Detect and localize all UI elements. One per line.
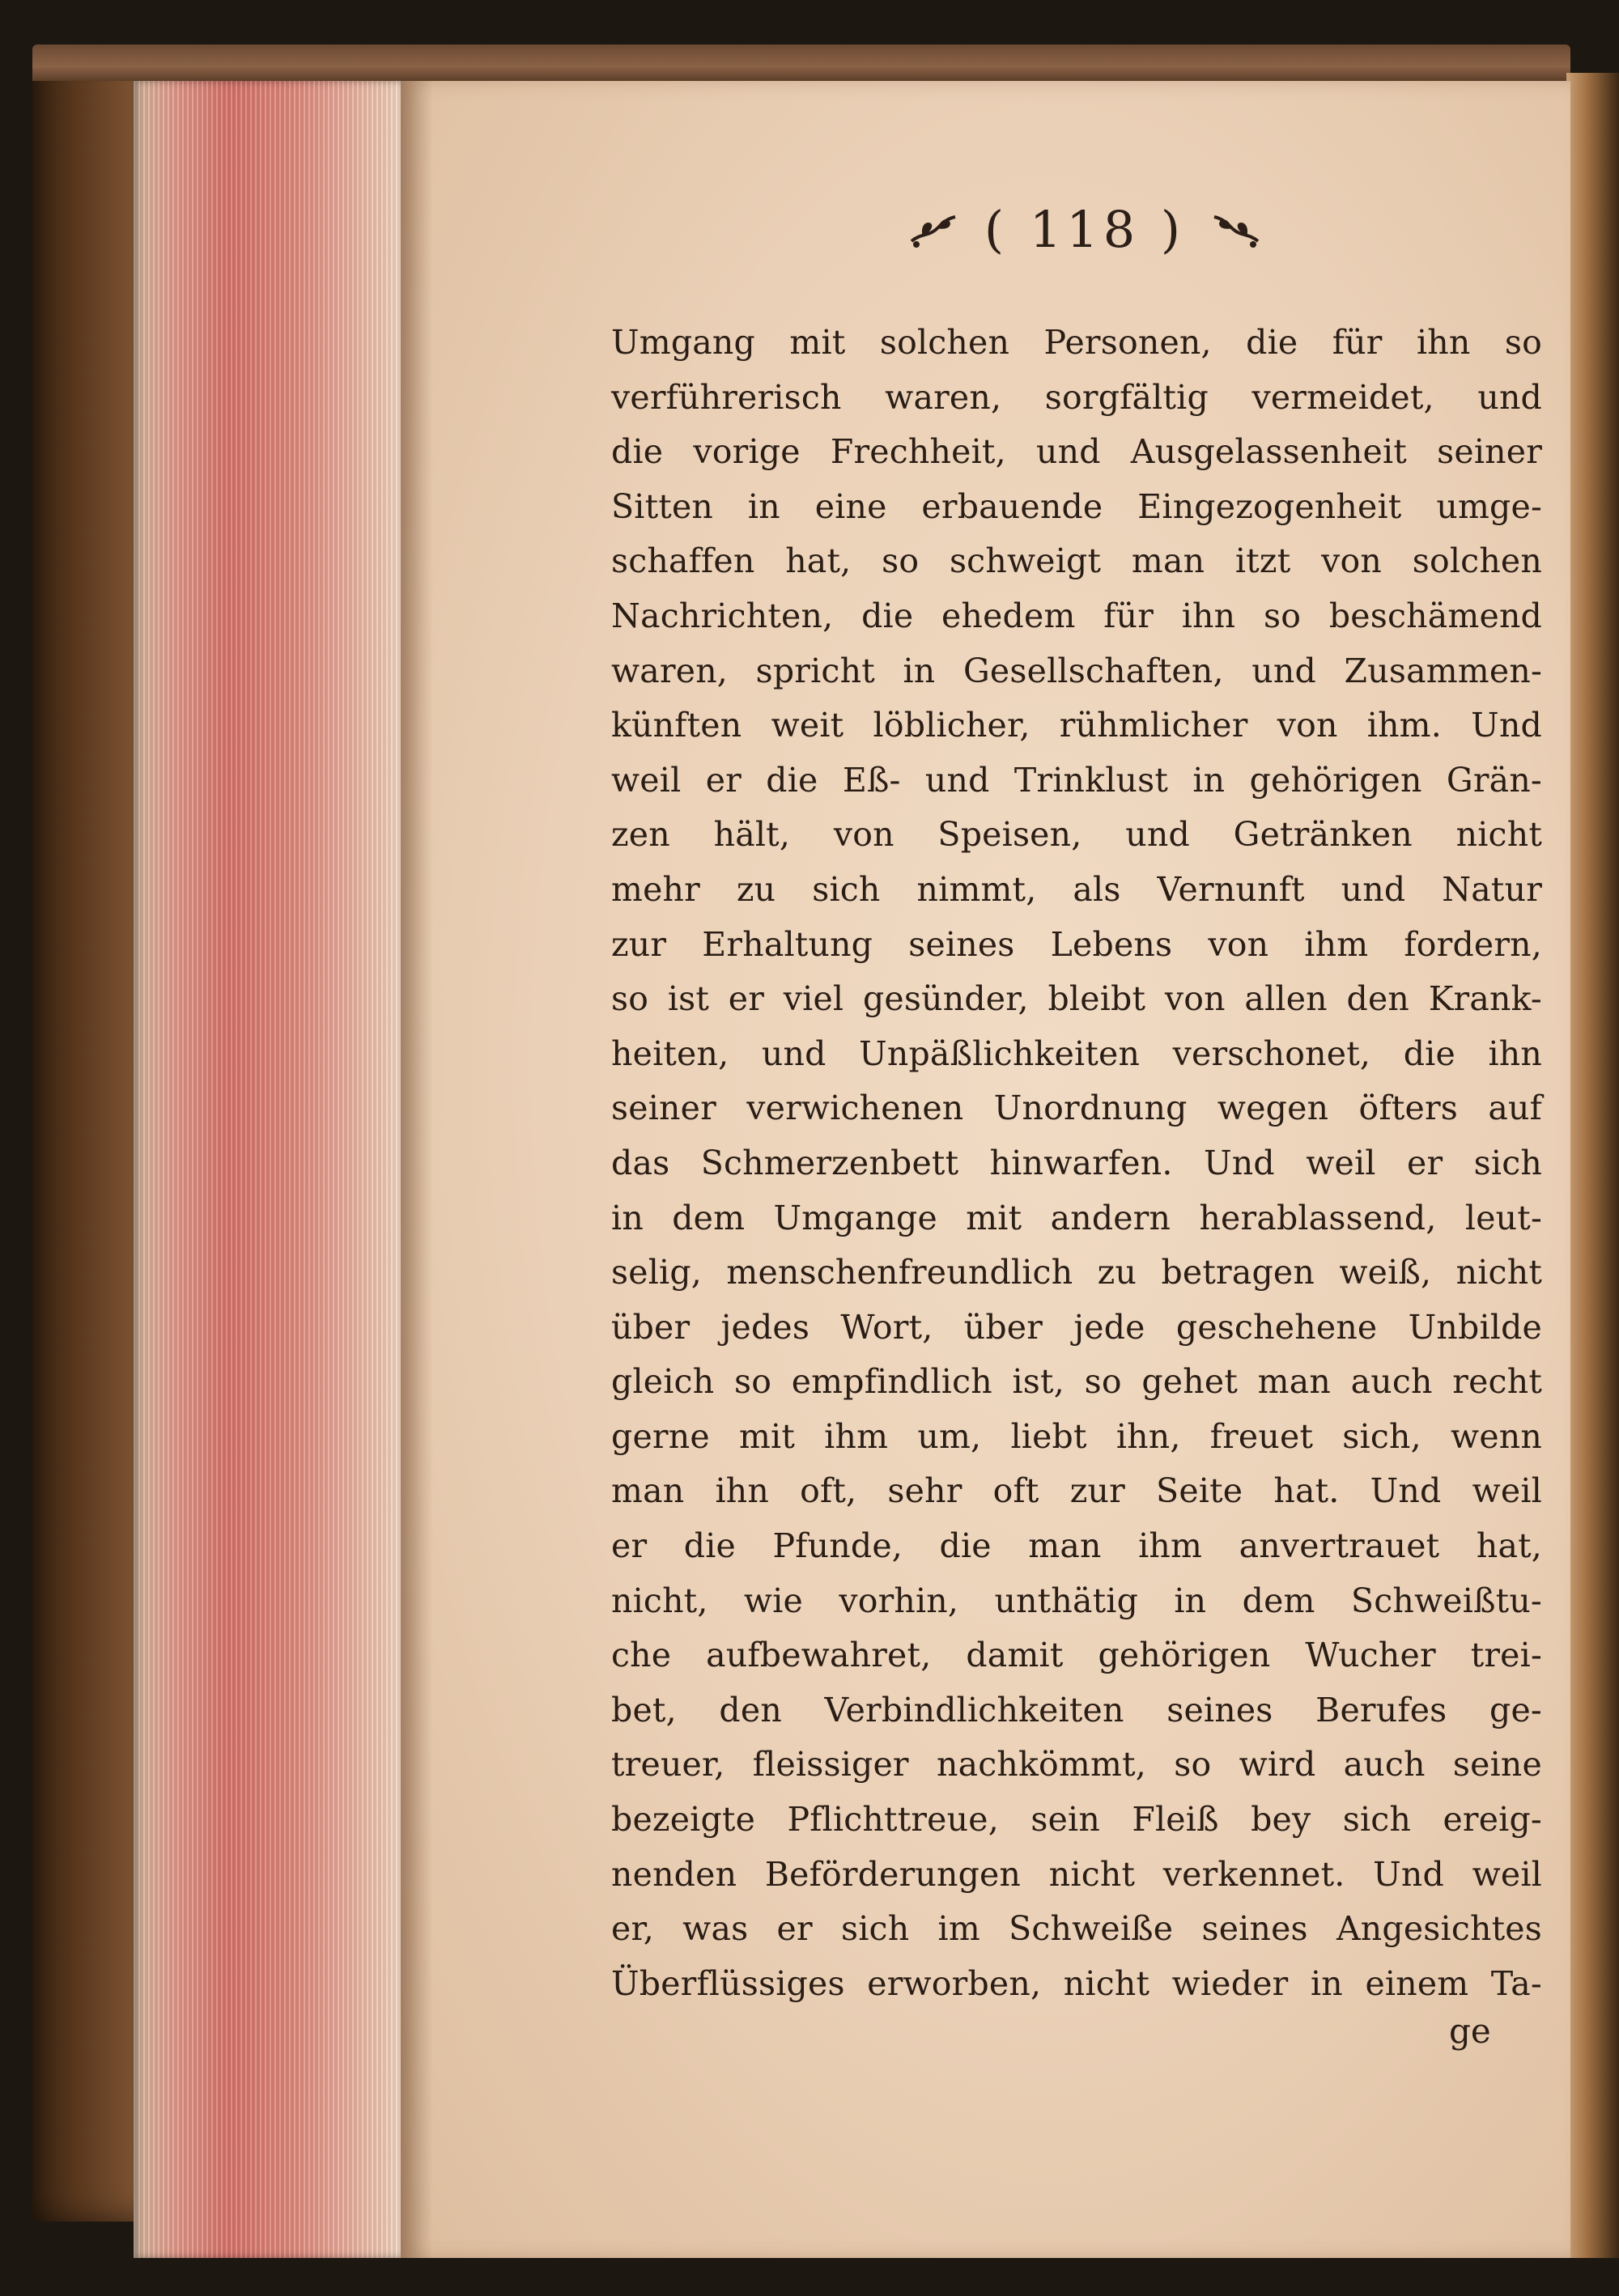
book-cover-right-edge xyxy=(1566,73,1619,2258)
text-line: seiner verwichenen Unordnung wegen öfters auf xyxy=(611,1089,1542,1128)
text-line: zur Erhaltung seines Lebens von ihm fordern, xyxy=(611,924,1542,964)
text-line: er, was er sich im Schweiße seines Angesichtes xyxy=(611,1909,1542,1949)
text-line: in dem Umgange mit andern herablassend, leut- xyxy=(611,1198,1542,1237)
text-line: heiten, und Unpäßlichkeiten verschonet, die ihn xyxy=(611,1033,1542,1073)
text-line: Umgang mit solchen Personen, die für ihn so xyxy=(611,323,1542,362)
gutter-shadow xyxy=(401,81,433,2258)
text-line: gleich so empfindlich ist, so gehet man auch recht xyxy=(611,1362,1542,1402)
page-body-text xyxy=(611,316,1542,2011)
book-cover-top-edge xyxy=(32,45,1570,81)
text-line: zen hält, von Speisen, und Getränken nicht xyxy=(611,815,1542,855)
text-line: die vorige Frechheit, und Ausgelassenheit seiner xyxy=(611,432,1542,472)
text-line: künften weit löblicher, rühmlicher von ihm. Und xyxy=(611,706,1542,745)
text-line: schaffen hat, so schweigt man itzt von solchen xyxy=(611,541,1542,581)
text-line: waren, spricht in Gesellschaften, und Zusammen- xyxy=(611,651,1542,690)
text-line: che aufbewahret, damit gehörigen Wucher trei- xyxy=(611,1636,1542,1675)
catchword: ge xyxy=(1449,2011,1491,2051)
text-line: mehr zu sich nimmt, als Vernunft und Natur xyxy=(611,869,1542,909)
text-line: über jedes Wort, über jede geschehene Unbilde xyxy=(611,1307,1542,1347)
text-line: Überflüssiges erworben, nicht wieder in einem Ta- xyxy=(611,1963,1542,2003)
text-line: Sitten in eine erbauende Eingezogenheit umge- xyxy=(611,486,1542,526)
text-line: nenden Beförderungen nicht verkennet. Und weil xyxy=(611,1854,1542,1894)
text-line: selig, menschenfreundlich zu betragen weiß, nicht xyxy=(611,1253,1542,1292)
page-header xyxy=(858,193,1311,265)
text-line: bezeigte Pflichttreue, sein Fleiß bey sich ereig- xyxy=(611,1800,1542,1840)
text-line: man ihn oft, sehr oft zur Seite hat. Und weil xyxy=(611,1471,1542,1511)
text-line: so ist er viel gesünder, bleibt von allen den Krank- xyxy=(611,979,1542,1019)
page-edge-stack xyxy=(134,81,405,2258)
text-line: treuer, fleissiger nachkömmt, so wird auch seine xyxy=(611,1745,1542,1785)
text-line: bet, den Verbindlichkeiten seines Berufes ge- xyxy=(611,1690,1542,1729)
floral-ornament-icon xyxy=(905,201,962,257)
floral-ornament-icon xyxy=(1208,201,1264,257)
text-line: er die Pfunde, die man ihm anvertrauet hat, xyxy=(611,1526,1542,1566)
text-line: das Schmerzenbett hinwarfen. Und weil er sich xyxy=(611,1143,1542,1182)
page-number: ( 118 ) xyxy=(984,199,1186,259)
text-line: nicht, wie vorhin, unthätig in dem Schweißtu- xyxy=(611,1581,1542,1620)
text-line: weil er die Eß- und Trinklust in gehörigen Grän- xyxy=(611,760,1542,800)
text-line: gerne mit ihm um, liebt ihn, freuet sich, wenn xyxy=(611,1416,1542,1456)
text-line: Nachrichten, die ehedem für ihn so beschämend xyxy=(611,596,1542,635)
text-line: verführerisch waren, sorgfältig vermeidet, und xyxy=(611,377,1542,417)
